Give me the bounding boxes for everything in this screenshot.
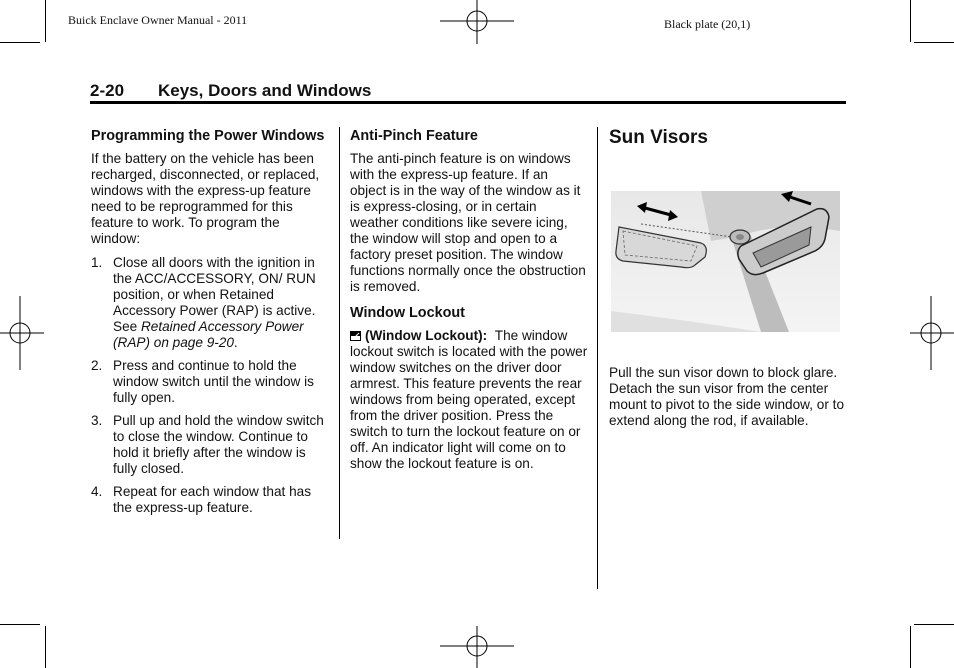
section-heading: Anti-Pinch Feature xyxy=(350,128,478,144)
step-number: 2. xyxy=(91,358,103,373)
registration-target-icon xyxy=(440,0,514,44)
column-programming xyxy=(91,127,331,523)
section-heading: Sun Visors xyxy=(609,127,708,148)
column-sun-visors xyxy=(609,127,845,149)
cross-reference-link[interactable]: Retained Accessory Power (RAP) on page 9-20 xyxy=(113,319,304,350)
list-item xyxy=(91,255,331,351)
step-text: Press and continue to hold the window switch until the window is fully open. xyxy=(113,358,314,405)
step-number: 1. xyxy=(91,255,103,270)
paragraph: If the battery on the vehicle has been recharged, disconnected, or replaced, windows with the express-up feature need to be reprogrammed for this feature to work. To program the window: xyxy=(91,151,320,246)
step-text: Repeat for each window that has the express-up feature. xyxy=(113,484,311,515)
window-lockout-icon xyxy=(350,331,361,341)
step-number: 3. xyxy=(91,413,103,428)
paragraph xyxy=(350,328,588,472)
section-title: Keys, Doors and Windows xyxy=(158,81,372,100)
manual-title: Buick Enclave Owner Manual - 2011 xyxy=(68,13,248,27)
registration-target-icon xyxy=(910,296,954,370)
list-item xyxy=(91,358,331,406)
lockout-label: (Window Lockout): xyxy=(365,328,488,343)
lockout-text: The window lockout switch is located with the power window switches on the driver door armrest. This feature prevents the rear windows from being operated, except from the driver position. Press the switch to turn the lockout feature on or off. An indicator light will come on to show the lockout feature is on. xyxy=(350,328,588,471)
crop-mark xyxy=(910,0,911,42)
crop-mark xyxy=(914,624,954,625)
crop-mark xyxy=(910,626,911,668)
registration-target-icon xyxy=(440,626,514,668)
section-heading: Programming the Power Windows xyxy=(91,128,325,144)
step-text-end: . xyxy=(233,335,238,350)
plate-label: Black plate (20,1) xyxy=(664,17,751,31)
crop-mark xyxy=(0,42,40,43)
step-text: Close all doors with the ignition in the ACC/ACCESSORY, ON/ RUN position, or when Retained Accessory Power (RAP) is active. See xyxy=(113,255,316,334)
paragraph: Pull the sun visor down to block glare. Detach the sun visor from the center mount to pivot to the side window, or to extend along the rod, if available. xyxy=(609,365,845,428)
column-divider xyxy=(597,127,598,589)
list-item xyxy=(91,413,331,477)
steps-list xyxy=(91,255,331,516)
section-heading: Window Lockout xyxy=(350,305,465,321)
paragraph: The anti-pinch feature is on windows with the express-up feature. If an object is in the way of the window as it is express-closing, or in certain weather conditions like severe icing, the window will stop and open to a factory preset position. The window functions normally once the obstruction is removed. xyxy=(350,151,586,294)
crop-mark xyxy=(914,42,954,43)
sun-visor-text xyxy=(609,365,845,436)
sun-visor-illustration xyxy=(611,191,840,332)
title-rule xyxy=(90,101,846,104)
column-divider xyxy=(339,127,340,539)
crop-mark xyxy=(45,626,46,668)
registration-target-icon xyxy=(0,296,44,370)
list-item xyxy=(91,484,331,516)
crop-mark xyxy=(0,624,40,625)
step-number: 4. xyxy=(91,484,103,499)
page-number: 2-20 xyxy=(90,81,125,100)
column-anti-pinch xyxy=(350,127,588,479)
crop-mark xyxy=(45,0,46,42)
page-title xyxy=(90,81,371,101)
step-text: Pull up and hold the window switch to close the window. Continue to hold it briefly after the window is fully closed. xyxy=(113,413,324,476)
